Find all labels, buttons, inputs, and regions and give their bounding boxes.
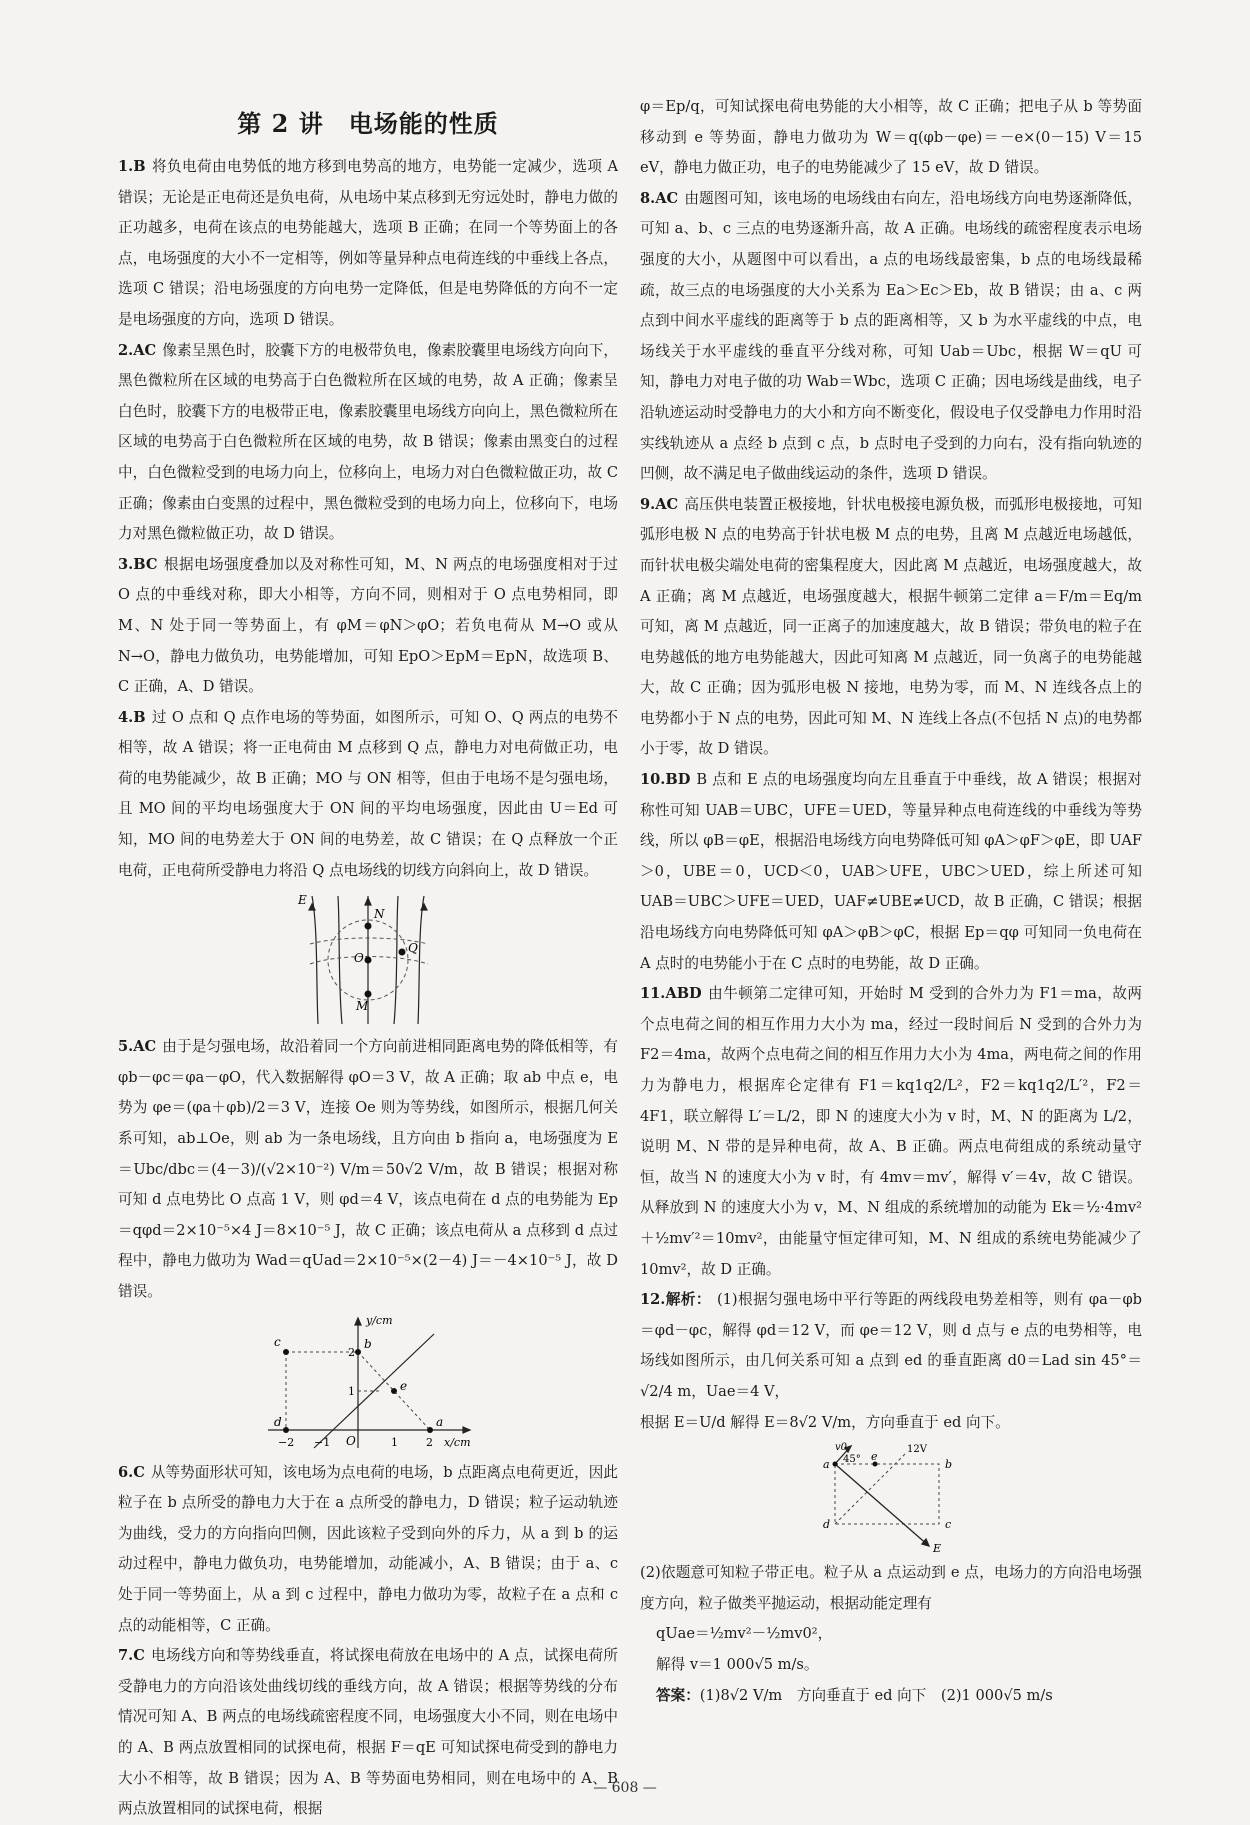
- item-number: 2.AC: [118, 341, 157, 359]
- fig4-label-O: O: [354, 951, 364, 966]
- final-answer: [640, 1681, 1142, 1712]
- solution-item-9: [640, 490, 1142, 765]
- solution-item-8: [640, 184, 1142, 490]
- fig12-label-e: e: [871, 1450, 878, 1464]
- item-text: 由牛顿第二定律可知，开始时 M 受到的合外力为 F1＝ma，故两个点电荷之间的相互作用力大小为 ma，经过一段时间后 N 受到的合外力为 F2＝4ma，故两个点电荷之间的相互作用力大小为 4ma，两电荷之间的作用力为静电力，根据库仑定律有 F1＝kq1q2/L²，F2＝kq1q2/L′²，F2＝4F1，联立解得 L′＝L/2，即 N 的速度大小为 v 时，M、N 的距离为 L/2，说明 M、N 带的是异种电荷，故 A、B 正确。两点电荷组成的系统动量守恒，故当 N 的速度大小为 v 时，有 4mv＝mv′，解得 v′＝4v，故 C 错误。从释放到 N 的速度大小为 v，M、N 组成的系统增加的动能为 Ek＝½·4mv²＋½mv′²＝10mv²，由能量守恒定律可知，M、N 组成的系统电势能减少了 10mv²，故 D 正确。: [640, 985, 1142, 1278]
- page-title: 第 2 讲 电场能的性质: [237, 109, 499, 138]
- fig4-label-N: N: [374, 907, 385, 922]
- item-number: 5.AC: [118, 1038, 157, 1056]
- item-text: B 点和 E 点的电场强度均向左且垂直于中垂线，故 A 错误；根据对称性可知 UAB＝UBC，UFE＝UED，等量异种点电荷连线的中垂线为等势线，所以 φB＝φE，根据沿电场线方向电势降低可知 φA＞φF＞φE，即 UAF＞0，UBE＝0，UCD＜0，UAB＞UFE，UBC＞UED，综上所述可知 UAB＝UBC＞UFE＝UED，UAF≠UBE≠UCD，故 B 正确，C 错误；根据沿电场线方向电势降低可知 φA＞φB＞φC，根据 Ep＝qφ 可知同一负电荷在 A 点时的电势能小于在 C 点时的电势能，故 D 正确。: [640, 771, 1142, 972]
- item-number: 6.C: [118, 1463, 145, 1481]
- solution-item-4: [118, 703, 618, 887]
- fig5-label-e: e: [400, 1378, 408, 1393]
- fig12-label-v0: v0: [835, 1442, 848, 1454]
- solution-item-7-cont: [640, 92, 1142, 184]
- item-number: 4.B: [118, 708, 146, 726]
- solution-item-5: [118, 1032, 618, 1307]
- fig4-label-M: M: [356, 999, 369, 1014]
- fig5-label-O: O: [346, 1433, 356, 1448]
- fig5-ylabel: y/cm: [366, 1313, 393, 1327]
- item-number: 7.C: [118, 1647, 145, 1665]
- solution-item-1: [118, 152, 618, 336]
- solution-item-10: [640, 765, 1142, 979]
- fig12-label-a: a: [823, 1458, 830, 1472]
- item-number: 12.解析：: [640, 1291, 711, 1309]
- fig5-tick-xm1: −1: [314, 1435, 331, 1449]
- solution-item-7: [118, 1641, 618, 1825]
- item-text: 将负电荷由电势低的地方移到电势高的地方，电势能一定减少，选项 A 错误；无论是正电荷还是负电荷，从电场中某点移到无穷远处时，静电力做的正功越多，电荷在该点的电势能越大，选项 B 正确；在同一个等势面上的各点，电场强度的大小不一定相等，例如等量异种点电荷连线的中垂线上各点，选项 C 错误；沿电场强度的方向电势一定降低，但是电势降低的方向不一定是电场强度的方向，选项 D 错误。: [118, 158, 618, 328]
- page-number: — 608 —: [593, 1780, 657, 1796]
- fig5-tick-xm2: −2: [278, 1435, 295, 1449]
- solution-item-12-equation: [640, 1619, 1142, 1650]
- left-column: [118, 98, 618, 1825]
- item-number: 10.BD: [640, 771, 691, 789]
- fig5-label-a: a: [436, 1414, 444, 1429]
- item-text: 由于是匀强电场，故沿着同一个方向前进相同距离电势的降低相等，有 φb－φc＝φa－φO，代入数据解得 φO＝3 V，故 A 正确；取 ab 中点 e，电势为 φe＝(φa＋φb)/2＝3 V，连接 Oe 则为等势线，如图所示，根据几何关系可知，ab⊥Oe，则 ab 为一条电场线，且方向由 b 指向 a，电场强度为 E＝Ubc/dbc＝(4－3)/(√2×10⁻²) V/m＝50√2 V/m，故 B 错误；根据对称可知 d 点电势比 O 点高 1 V，则 φd＝4 V，该点电荷在 d 点的电势能为 Ep＝qφd＝2×10⁻⁵×4 J＝8×10⁻⁵ J，故 C 正确；该点电荷从 a 点移到 d 点过程中，静电力做功为 Wad＝qUad＝2×10⁻⁵×(2－4) J＝－4×10⁻⁵ J，故 D 错误。: [118, 1038, 618, 1300]
- item-text: 电场线方向和等势线垂直，将试探电荷放在电场中的 A 点，试探电荷所受静电力的方向沿该处曲线切线的垂线方向，故 A 错误；根据等势线的分布情况可知 A、B 两点的电场线疏密程度不同，电场强度大小不同，则在电场中的 A、B 两点放置相同的试探电荷，根据 F＝qE 可知试探电荷受到的静电力大小不相等，故 B 错误；因为 A、B 等势面电势相同，则在电场中的 A、B 两点放置相同的试探电荷，根据: [118, 1647, 618, 1818]
- solution-item-2: [118, 336, 618, 550]
- fig5-tick-y1: 1: [348, 1384, 355, 1398]
- solution-item-12-field: [640, 1408, 1142, 1439]
- fig12-label-c: c: [945, 1518, 952, 1532]
- item-text: 高压供电装置正极接地，针状电极接电源负极，而弧形电极接地，可知弧形电极 N 点的电势高于针状电极 M 点的电势，且离 M 点越近电场越低，而针状电极尖端处电荷的密集程度大，因此离 M 点越近，电场强度越大，故 A 正确；离 M 点越近，电场强度越大，根据牛顿第二定律 a＝F/m＝Eq/m 可知，离 M 点越近，同一正离子的加速度越大，故 B 错误；带负电的粒子在电势越低的地方电势能越大，因此可知离 M 点越近，同一负离子的电势能越大，故 C 正确；因为弧形电极 N 接地，电势为零，而 M、N 连线各点上的电势都小于 N 点的电势，因此可知 M、N 连线上各点(不包括 N 点)的电势都小于零，故 D 错误。: [640, 495, 1142, 758]
- right-column: [640, 92, 1142, 1711]
- item-number: 3.BC: [118, 555, 158, 573]
- fig5-xlabel: x/cm: [444, 1435, 471, 1449]
- fig5-tick-y2: 2: [348, 1345, 355, 1359]
- fig5-label-b: b: [364, 1336, 372, 1351]
- item-text: (2)依题意可知粒子带正电。粒子从 a 点运动到 e 点，电场力的方向沿电场强度方向，粒子做类平抛运动，根据动能定理有: [640, 1564, 1142, 1612]
- fig12-label-d: d: [823, 1518, 831, 1532]
- fig12-label-12v: 12V: [907, 1444, 927, 1456]
- item-text: φ＝Ep/q，可知试探电荷电势能的大小相等，故 C 正确；把电子从 b 等势面移动到 e 等势面，静电力做功为 W＝q(φb－φe)＝－e×(0－15) V＝15 eV，静电力做正功，电子的电势能减少了 15 eV，故 D 错误。: [640, 98, 1142, 177]
- solution-item-11: [640, 979, 1142, 1285]
- fig4-label-E: E: [298, 893, 307, 908]
- item-number: 1.B: [118, 158, 146, 175]
- answer-label: 答案：: [656, 1686, 700, 1704]
- fig4-label-Q: Q: [408, 941, 418, 956]
- solution-item-6: [118, 1458, 618, 1642]
- fig5-label-d: d: [274, 1414, 282, 1429]
- fig12-label-angle: 45°: [843, 1454, 861, 1466]
- item-number: 9.AC: [640, 495, 679, 513]
- item-text: (1)根据匀强电场中平行等距的两线段电势差相等，则有 φa－φb＝φd－φc，解得 φd＝12 V，而 φe＝12 V，则 d 点与 e 点的电势相等，电场线如图所示，由几何关系可知 a 点到 ed 的垂直距离 d0＝Lad sin 45°＝√2/4 m，Uae＝4 V，: [640, 1291, 1142, 1400]
- item-number: 8.AC: [640, 189, 679, 207]
- item-text: 从等势面形状可知，该电场为点电荷的电场，b 点距离点电荷更近，因此粒子在 b 点所受的静电力大于在 a 点所受的静电力，D 错误；粒子运动轨迹为曲线，受力的方向指向凹侧，因此该粒子受到向外的斥力，从 a 到 b 的运动过程中，静电力做负功，电势能增加，动能减小，A、B 错误；由于 a、c 处于同一等势面上，从 a 到 c 过程中，静电力做功为零，故粒子在 a 点和 c 点的动能相等，C 正确。: [118, 1463, 618, 1634]
- item-number: 11.ABD: [640, 985, 702, 1003]
- item-text: 过 O 点和 Q 点作电场的等势面，如图所示，可知 O、Q 两点的电势不相等，故 A 错误；将一正电荷由 M 点移到 Q 点，静电力对电荷做正功，电荷的电势能减少，故 B 正确；MO 与 ON 相等，但由于电场不是匀强电场，且 MO 间的平均电场强度大于 ON 间的平均电场强度，因此由 U＝Ed 可知，MO 间的电势差大于 ON 间的电势差，故 C 错误；在 Q 点释放一个正电荷，正电荷所受静电力将沿 Q 点电场线的切线方向斜向上，故 D 错误。: [118, 708, 618, 879]
- item-text: qUae＝½mv²－½mv0²，: [656, 1625, 833, 1643]
- field-lines-diagram: [278, 890, 458, 1028]
- item-text: 根据 E＝U/d 解得 E＝8√2 V/m，方向垂直于 ed 向下。: [640, 1413, 1010, 1431]
- fig5-tick-x1: 1: [391, 1435, 398, 1449]
- item-text: 像素呈黑色时，胶囊下方的电极带负电，像素胶囊里电场线方向向下，黑色微粒所在区域的电势高于白色微粒所在区域的电势，故 A 正确；像素呈白色时，胶囊下方的电极带正电，像素胶囊里电场线方向向上，黑色微粒所在区域的电势高于白色微粒所在区域的电势，故 B 错误；像素由黑变白的过程中，白色微粒受到的电场力向上，位移向上，电场力对白色微粒做正功，故 C 正确；像素由白变黑的过程中，黑色微粒受到的电场力向上，位移向下，电场力对黑色微粒做正功，故 D 错误。: [118, 341, 618, 543]
- fig5-label-c: c: [274, 1334, 281, 1349]
- answer-text: (1)8√2 V/m 方向垂直于 ed 向下 (2)1 000√5 m/s: [699, 1686, 1053, 1704]
- coordinate-diagram: [258, 1312, 478, 1454]
- solution-item-12-result: [640, 1650, 1142, 1681]
- item-text: 由题图可知，该电场的电场线由右向左，沿电场线方向电势逐渐降低，可知 a、b、c 三点的电势逐渐升高，故 A 正确。电场线的疏密程度表示电场强度的大小，从题图中可以看出，a 点的电场线最密集，b 点的电场线最稀疏，故三点的电场强度的大小关系为 Ea＞Ec＞Eb，故 B 错误；由 a、c 两点到中间水平虚线的距离等于 b 点的距离相等，又 b 为水平虚线的中点，电场线关于水平虚线的垂直平分线对称，可知 Uab＝Ubc，根据 W＝qU 可知，静电力对电子做的功 Wab＝Wbc，选项 C 正确；因电场线是曲线，电子沿轨迹运动时受静电力的大小和方向不断变化，假设电子仅受静电力作用时沿实线轨迹从 a 点经 b 点到 c 点，b 点时电子受到的力向右，没有指向轨迹的凹侧，故不满足电子做曲线运动的条件，选项 D 错误。: [640, 189, 1142, 483]
- fig12-label-E: E: [933, 1542, 942, 1555]
- solution-item-12: [640, 1285, 1142, 1407]
- solution-item-12-part2: [640, 1558, 1142, 1619]
- solution-item-3: [118, 550, 618, 703]
- fig5-tick-x2: 2: [426, 1435, 433, 1449]
- fig12-label-b: b: [945, 1458, 953, 1472]
- rectangle-field-diagram: [811, 1442, 971, 1554]
- item-text: 解得 v＝1 000√5 m/s。: [656, 1655, 819, 1673]
- item-text: 根据电场强度叠加以及对称性可知，M、N 两点的电场强度相对于过 O 点的中垂线对称，即大小相等，方向不同，则相对于 O 点电势相同，即 M、N 处于同一等势面上，有 φM＝φN＞φO；若负电荷从 M→O 或从 N→O，静电力做负功，电势能增加，可知 EpO＞EpM＝EpN，故选项 B、C 正确，A、D 错误。: [118, 555, 618, 696]
